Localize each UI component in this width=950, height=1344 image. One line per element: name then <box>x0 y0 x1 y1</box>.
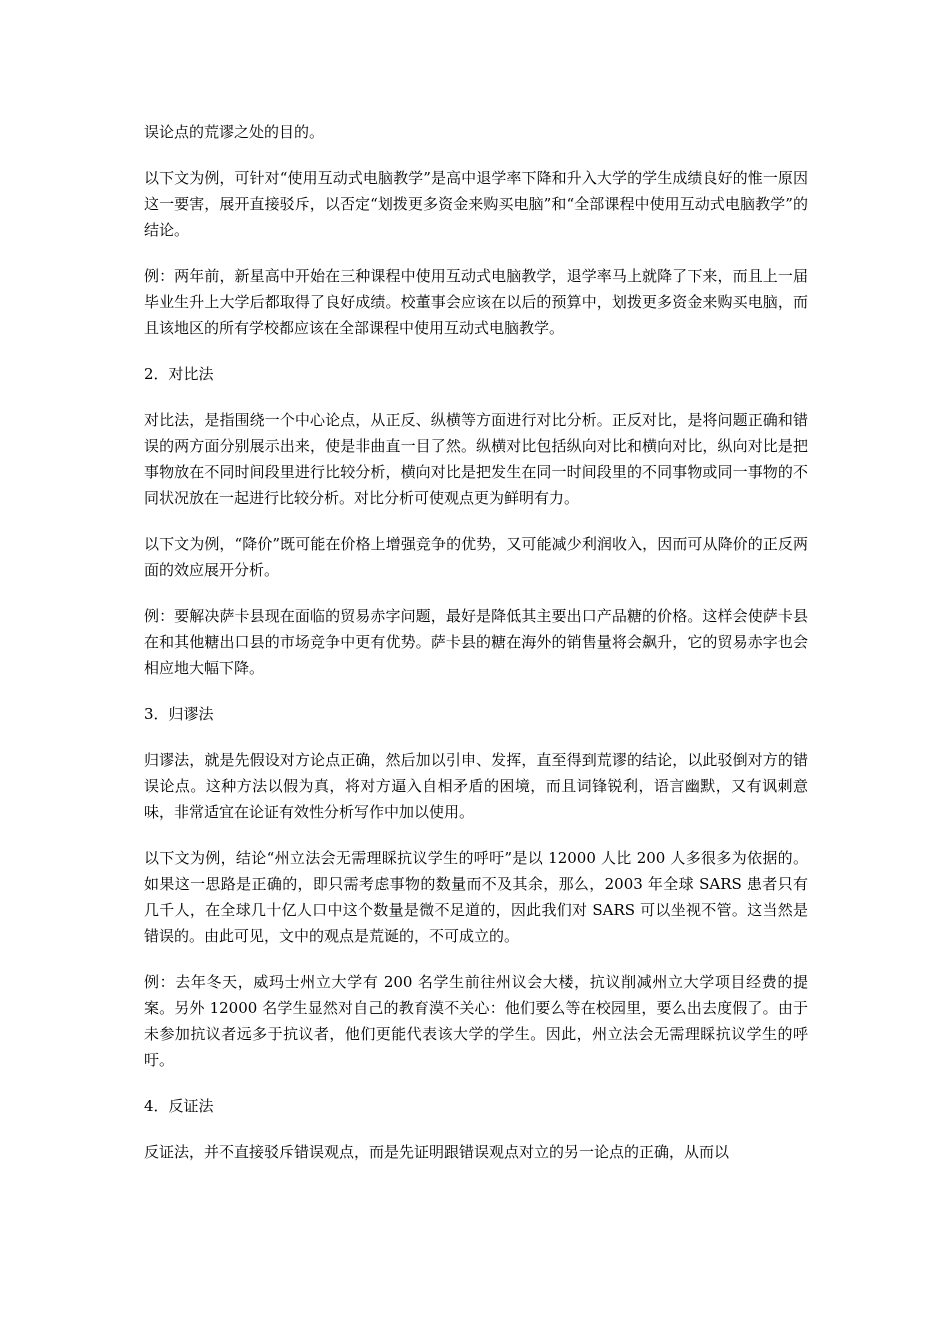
section-heading: 2．对比法 <box>144 365 214 383</box>
paragraph: 对比法，是指围绕一个中心论点，从正反、纵横等方面进行对比分析。正反对比，是将问题正确和错误的两方面分别展示出来，使是非曲直一目了然。纵横对比包括纵向对比和横向对比，纵向对比是把事物放在不同时间段里进行比较分析，横向对比是把发生在同一时间段里的不同事物或同一事物的不同状况放在一起进行比较分析。对比分析可使观点更为鲜明有力。 <box>144 411 808 507</box>
paragraph: 以下文为例，可针对“使用互动式电脑教学”是高中退学率下降和升入大学的学生成绩良好的惟一原因这一要害，展开直接驳斥，以否定“划拨更多资金来购买电脑”和“全部课程中使用互动式电脑教学”的结论。 <box>144 169 808 239</box>
paragraph: 例：去年冬天，威玛士州立大学有 200 名学生前往州议会大楼，抗议削减州立大学项目经费的提案。另外 12000 名学生显然对自己的教育漠不关心：他们要么等在校园里，要么出去度假了。由于未参加抗议者远多于抗议者，他们更能代表该大学的学生。因此，州立法会无需理睬抗议学生的呼吁。 <box>144 973 808 1069</box>
paragraph: 以下文为例，结论“州立法会无需理睬抗议学生的呼吁”是以 12000 人比 200 人多很多为依据的。如果这一思路是正确的，即只需考虑事物的数量而不及其余，那么，2003 年全球 SARS 患者只有几千人，在全球几十亿人口中这个数量是微不足道的，因此我们对 SARS 可以坐视不管。这当然是错误的。由此可见，文中的观点是荒诞的，不可成立的。 <box>144 849 808 945</box>
paragraph: 例：两年前，新星高中开始在三种课程中使用互动式电脑教学，退学率马上就降了下来，而且上一届毕业生升上大学后都取得了良好成绩。校董事会应该在以后的预算中，划拨更多资金来购买电脑，而且该地区的所有学校都应该在全部课程中使用互动式电脑教学。 <box>144 267 808 337</box>
section-heading: 4．反证法 <box>144 1097 214 1115</box>
paragraph: 归谬法，就是先假设对方论点正确，然后加以引申、发挥，直至得到荒谬的结论，以此驳倒对方的错误论点。这种方法以假为真，将对方逼入自相矛盾的困境，而且词锋锐利，语言幽默，又有讽刺意味，非常适宜在论证有效性分析写作中加以使用。 <box>144 751 808 821</box>
document-page <box>144 119 808 1185</box>
paragraph: 例：要解决萨卡县现在面临的贸易赤字问题，最好是降低其主要出口产品糖的价格。这样会使萨卡县在和其他糖出口县的市场竞争中更有优势。萨卡县的糖在海外的销售量将会飙升，它的贸易赤字也会相应地大幅下降。 <box>144 607 808 677</box>
paragraph: 反证法，并不直接驳斥错误观点，而是先证明跟错误观点对立的另一论点的正确，从而以 <box>144 1143 730 1161</box>
paragraph: 误论点的荒谬之处的目的。 <box>144 123 325 141</box>
section-heading: 3．归谬法 <box>144 705 214 723</box>
paragraph: 以下文为例，“降价”既可能在价格上增强竞争的优势，又可能减少利润收入，因而可从降价的正反两面的效应展开分析。 <box>144 535 808 579</box>
